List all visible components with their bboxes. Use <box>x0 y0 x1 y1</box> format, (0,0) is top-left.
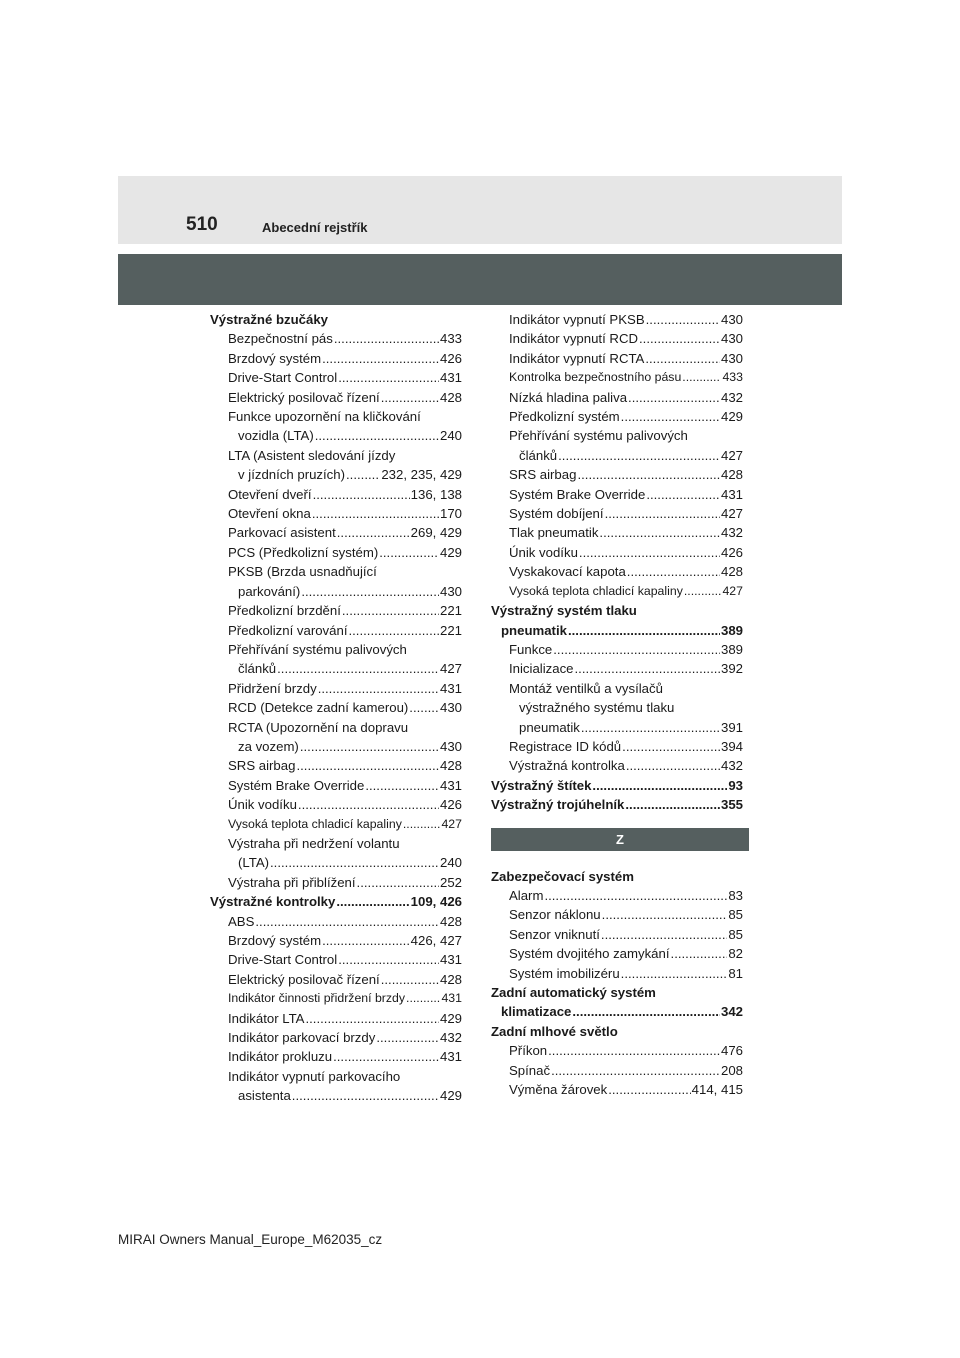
index-entry <box>210 970 462 989</box>
index-main-entry <box>491 1002 743 1021</box>
index-entry <box>491 407 743 426</box>
entry-label: Výstražná kontrolka <box>509 758 625 774</box>
index-entry <box>491 737 743 756</box>
index-entry <box>491 886 743 905</box>
entry-label: Systém dobíjení <box>509 506 604 522</box>
index-heading: Výstražné bzučáky <box>210 312 329 327</box>
entry-label: Vyskakovací kapota <box>509 564 626 580</box>
entry-label: Vysoká teplota chladicí kapaliny <box>509 583 683 598</box>
entry-label: Registrace ID kódů <box>509 738 622 754</box>
entry-page-ref: 269, 429 <box>410 525 462 541</box>
letter-section-header: Z <box>491 828 749 851</box>
entry-page-ref: 394 <box>720 738 743 754</box>
entry-label: asistenta <box>238 1088 291 1104</box>
entry-page-ref: 389 <box>720 641 743 657</box>
index-entry <box>491 1041 743 1060</box>
entry-label: Indikátor prokluzu <box>228 1049 333 1065</box>
entry-label: Výstražný trojúhelník <box>491 797 625 813</box>
dot-leader <box>338 368 439 387</box>
entry-label: Systém dvojitého zamykání <box>509 946 670 962</box>
index-entry <box>210 621 462 640</box>
dot-leader <box>301 582 439 601</box>
dot-leader <box>671 944 728 963</box>
entry-label: Tlak pneumatik <box>509 525 599 541</box>
index-subentry-text: výstražného systému tlaku <box>519 700 675 716</box>
entry-page-ref: 430 <box>439 583 462 599</box>
entry-page-ref: 428 <box>439 971 462 987</box>
index-entry <box>210 737 462 756</box>
entry-page-ref: 430 <box>439 700 462 716</box>
dot-leader <box>579 543 720 562</box>
dot-leader <box>365 776 439 795</box>
entry-label: Indikátor vypnutí PKSB <box>509 312 645 327</box>
entry-label: ABS <box>228 913 255 929</box>
index-subentry-text: RCTA (Upozornění na dopravu <box>228 719 409 735</box>
entry-page-ref: 430 <box>720 350 743 366</box>
entry-page-ref: 82 <box>728 946 743 962</box>
dot-leader <box>333 1047 439 1066</box>
index-entry <box>491 944 743 963</box>
entry-label: Brzdový systém <box>228 933 322 948</box>
entry-page-ref: 342 <box>720 1004 743 1020</box>
entry-page-ref: 427 <box>720 506 743 522</box>
entry-page-ref: 426 <box>720 544 743 560</box>
entry-page-ref: 428 <box>439 913 462 929</box>
entry-page-ref: 389 <box>720 622 743 638</box>
dot-leader <box>568 621 720 640</box>
index-column-right <box>491 310 743 1099</box>
entry-label: Indikátor LTA <box>228 1010 305 1026</box>
index-entry <box>491 1061 743 1080</box>
index-entry <box>491 964 743 983</box>
index-entry <box>491 718 743 737</box>
dot-leader <box>592 776 727 795</box>
dot-leader <box>381 388 439 407</box>
dot-leader <box>300 737 439 756</box>
entry-label: Elektrický posilovač řízení <box>228 389 380 405</box>
index-subentry-text: Indikátor vypnutí parkovacího <box>228 1068 401 1084</box>
entry-page-ref: 431 <box>439 777 462 793</box>
entry-label: Indikátor vypnutí RCTA <box>509 350 645 366</box>
index-subentry-text: Přehřívání systému palivových <box>509 428 688 444</box>
index-entry <box>491 504 743 523</box>
entry-page-ref: 428 <box>720 467 743 483</box>
entry-label: Systém Brake Override <box>509 486 646 502</box>
index-heading: Zadní automatický systém <box>491 985 656 1000</box>
entry-label: Předkolizní brzdění <box>228 603 341 619</box>
dot-leader <box>379 543 439 562</box>
dot-leader <box>336 892 409 911</box>
entry-label: Senzor vniknutí <box>509 926 600 942</box>
index-entry <box>491 349 743 368</box>
dot-leader <box>627 562 720 581</box>
entry-page-ref: 432 <box>439 1030 462 1046</box>
entry-page-ref: 428 <box>439 758 462 774</box>
entry-page-ref: 427 <box>439 661 462 677</box>
entry-label: článků <box>519 447 558 463</box>
index-entry <box>491 310 743 329</box>
dot-leader <box>601 925 727 944</box>
entry-label: pneumatik <box>519 719 580 735</box>
entry-label: RCD (Detekce zadní kamerou) <box>228 700 409 716</box>
entry-label: Indikátor vypnutí RCD <box>509 331 638 347</box>
dot-leader <box>346 465 380 484</box>
entry-label: SRS airbag <box>228 758 296 774</box>
entry-page-ref: 428 <box>439 389 462 405</box>
entry-label: Výměna žárovek <box>509 1082 608 1098</box>
dot-leader <box>628 388 720 407</box>
index-column-left <box>210 310 462 1106</box>
entry-page-ref: 232, 235, 429 <box>381 467 462 483</box>
entry-label: Funkce <box>509 641 553 657</box>
entry-page-ref: 426, 427 <box>410 933 462 948</box>
dot-leader <box>334 329 439 348</box>
entry-label: Drive-Start Control <box>228 952 338 968</box>
entry-label: v jízdních pruzích) <box>238 467 346 483</box>
dot-leader <box>621 964 728 983</box>
dot-leader <box>602 905 728 924</box>
index-entry <box>491 523 743 542</box>
entry-label: Inicializace <box>509 661 574 677</box>
entry-page-ref: 430 <box>439 738 462 754</box>
entry-page-ref: 431 <box>439 1049 462 1065</box>
entry-page-ref: 429 <box>439 1088 462 1104</box>
entry-label: Alarm <box>509 887 544 903</box>
index-entry <box>491 368 743 387</box>
index-entry <box>491 756 743 775</box>
index-entry <box>491 582 743 601</box>
entry-label: Otevření okna <box>228 506 311 522</box>
entry-page-ref: 433 <box>722 370 743 385</box>
entry-page-ref: 427 <box>441 816 462 831</box>
entry-page-ref: 431 <box>439 370 462 386</box>
dot-leader <box>599 523 720 542</box>
entry-page-ref: 392 <box>720 661 743 677</box>
entry-label: Spínač <box>509 1062 551 1078</box>
index-entry <box>491 659 743 678</box>
entry-page-ref: 431 <box>441 991 462 1006</box>
entry-page-ref: 429 <box>439 1010 462 1026</box>
dot-leader <box>305 1009 439 1028</box>
dot-leader <box>312 504 439 523</box>
dot-leader <box>577 465 720 484</box>
entry-label: Parkovací asistent <box>228 525 336 541</box>
entry-page-ref: 432 <box>720 758 743 774</box>
dot-leader <box>645 349 720 368</box>
index-entry <box>210 873 462 892</box>
entry-label: Senzor náklonu <box>509 907 601 923</box>
dot-leader <box>342 601 439 620</box>
entry-label: Drive-Start Control <box>228 370 338 386</box>
dot-leader <box>318 679 439 698</box>
index-subentry-text: Přehřívání systému palivových <box>228 641 407 657</box>
dot-leader <box>403 815 441 834</box>
index-entry <box>210 368 462 387</box>
index-heading: Výstražný systém tlaku <box>491 603 637 619</box>
dot-leader <box>605 504 720 523</box>
dot-leader <box>558 446 720 465</box>
dot-leader <box>313 485 410 504</box>
dot-leader <box>381 970 439 989</box>
index-entry <box>210 1009 462 1028</box>
entry-label: Elektrický posilovač řízení <box>228 971 380 987</box>
entry-label: Únik vodíku <box>509 544 578 560</box>
index-entry <box>210 1028 462 1047</box>
index-main-entry <box>491 621 743 640</box>
entry-label: Výstražný štítek <box>491 777 592 793</box>
index-entry <box>210 426 462 445</box>
dot-leader <box>298 795 439 814</box>
entry-page-ref: 93 <box>728 777 743 793</box>
dot-leader <box>646 485 720 504</box>
dot-leader <box>625 795 720 814</box>
entry-label: Předkolizní varování <box>228 622 348 638</box>
entry-label: Únik vodíku <box>228 797 297 813</box>
entry-label: Brzdový systém <box>228 350 322 366</box>
index-entry <box>210 989 462 1008</box>
entry-page-ref: 431 <box>439 680 462 696</box>
entry-page-ref: 208 <box>720 1062 743 1078</box>
dot-leader <box>581 718 720 737</box>
entry-label: Předkolizní systém <box>509 409 620 425</box>
entry-label: Indikátor parkovací brzdy <box>228 1030 376 1046</box>
index-entry <box>210 349 462 368</box>
index-subentry-text: PKSB (Brzda usnadňující <box>228 564 377 580</box>
index-entry <box>491 905 743 924</box>
entry-label: Výstražné kontrolky <box>210 894 336 910</box>
entry-page-ref: 414, 415 <box>691 1082 743 1098</box>
index-entry <box>210 815 462 834</box>
entry-page-ref: 426 <box>439 350 462 366</box>
page-number: 510 <box>186 214 218 235</box>
entry-label: SRS airbag <box>509 467 577 483</box>
dot-leader <box>626 756 720 775</box>
index-entry <box>210 950 462 969</box>
index-entry <box>210 795 462 814</box>
index-entry <box>210 388 462 407</box>
dot-leader <box>544 886 727 905</box>
entry-label: PCS (Předkolizní systém) <box>228 544 379 560</box>
header-dark-band <box>118 254 842 305</box>
entry-label: Příkon <box>509 1043 548 1059</box>
entry-page-ref: 428 <box>720 564 743 580</box>
dot-leader <box>348 621 439 640</box>
entry-page-ref: 252 <box>439 874 462 890</box>
index-main-entry <box>210 892 462 911</box>
dot-leader <box>338 950 439 969</box>
entry-label: parkování) <box>238 583 301 599</box>
dot-leader <box>575 659 720 678</box>
entry-page-ref: 391 <box>720 719 743 735</box>
entry-label: Výstraha při přiblížení <box>228 874 356 890</box>
entry-label: pneumatik <box>501 622 567 638</box>
entry-label: Vysoká teplota chladicí kapaliny <box>228 816 402 831</box>
entry-page-ref: 432 <box>720 525 743 541</box>
index-subentry-text: Funkce upozornění na kličkování <box>228 409 421 425</box>
index-entry <box>210 853 462 872</box>
entry-label: Bezpečnostní pás <box>228 331 333 347</box>
dot-leader <box>255 912 439 931</box>
entry-page-ref: 430 <box>720 331 743 347</box>
index-entry <box>210 679 462 698</box>
entry-page-ref: 109, 426 <box>410 894 462 910</box>
entry-page-ref: 83 <box>728 887 743 903</box>
index-entry <box>491 485 743 504</box>
entry-page-ref: 476 <box>720 1043 743 1059</box>
dot-leader <box>548 1041 720 1060</box>
entry-label: Kontrolka bezpečnostního pásu <box>509 370 682 385</box>
index-entry <box>210 523 462 542</box>
entry-page-ref: 85 <box>728 907 743 923</box>
index-subentry-text: Montáž ventilků a vysílačů <box>509 680 663 696</box>
entry-page-ref: 221 <box>439 603 462 619</box>
entry-page-ref: 431 <box>720 486 743 502</box>
index-entry <box>210 1047 462 1066</box>
index-entry <box>210 756 462 775</box>
entry-page-ref: 429 <box>720 409 743 425</box>
dot-leader <box>639 329 720 348</box>
entry-page-ref: 355 <box>720 797 743 813</box>
dot-leader <box>315 426 439 445</box>
index-entry <box>210 504 462 523</box>
index-entry <box>210 465 462 484</box>
entry-label: (LTA) <box>238 855 270 871</box>
index-entry <box>491 446 743 465</box>
dot-leader <box>322 349 439 368</box>
dot-leader <box>409 698 439 717</box>
entry-label: klimatizace <box>501 1004 572 1020</box>
entry-label: Nízká hladina paliva <box>509 389 628 405</box>
entry-page-ref: 426 <box>439 797 462 813</box>
index-entry <box>210 931 462 950</box>
index-entry <box>210 698 462 717</box>
index-entry <box>210 543 462 562</box>
index-heading: Zabezpečovací systém <box>491 868 634 884</box>
entry-page-ref: 429 <box>439 544 462 560</box>
index-entry <box>491 329 743 348</box>
index-entry <box>210 582 462 601</box>
header-band <box>118 176 842 244</box>
index-entry <box>210 776 462 795</box>
index-entry <box>210 485 462 504</box>
dot-leader <box>682 368 721 387</box>
dot-leader <box>608 1080 690 1099</box>
entry-page-ref: 81 <box>728 965 743 981</box>
entry-page-ref: 427 <box>720 447 743 463</box>
entry-label: článků <box>238 661 277 677</box>
entry-page-ref: 432 <box>720 389 743 405</box>
dot-leader <box>292 1086 439 1105</box>
index-entry <box>210 912 462 931</box>
index-entry <box>210 601 462 620</box>
dot-leader <box>322 931 410 950</box>
index-subentry-text: LTA (Asistent sledování jízdy <box>228 447 396 463</box>
dot-leader <box>406 989 440 1008</box>
entry-label: za vozem) <box>238 738 299 754</box>
dot-leader <box>296 756 439 775</box>
dot-leader <box>646 310 720 329</box>
entry-label: vozidla (LTA) <box>238 428 314 444</box>
entry-page-ref: 85 <box>728 926 743 942</box>
index-entry <box>491 925 743 944</box>
dot-leader <box>337 523 410 542</box>
index-entry <box>491 543 743 562</box>
entry-page-ref: 221 <box>439 622 462 638</box>
entry-page-ref: 240 <box>439 428 462 444</box>
footer-text: MIRAI Owners Manual_Europe_M62035_cz <box>118 1232 383 1247</box>
index-main-entry <box>491 776 743 795</box>
dot-leader <box>270 853 439 872</box>
index-heading: Zadní mlhové světlo <box>491 1023 618 1039</box>
dot-leader <box>572 1002 720 1021</box>
index-main-entry <box>491 795 743 814</box>
entry-page-ref: 240 <box>439 855 462 871</box>
entry-label: Systém imobilizéru <box>509 965 620 981</box>
section-title: Abecední rejstřík <box>262 220 368 235</box>
index-entry <box>491 562 743 581</box>
entry-label: Otevření dveří <box>228 486 312 502</box>
entry-page-ref: 136, 138 <box>410 486 462 502</box>
index-entry <box>491 640 743 659</box>
dot-leader <box>622 737 720 756</box>
index-entry <box>491 388 743 407</box>
entry-page-ref: 427 <box>722 583 743 598</box>
entry-page-ref: 170 <box>439 506 462 522</box>
dot-leader <box>357 873 439 892</box>
dot-leader <box>376 1028 439 1047</box>
index-entry <box>210 1086 462 1105</box>
index-entry <box>491 1080 743 1099</box>
dot-leader <box>553 640 720 659</box>
dot-leader <box>621 407 720 426</box>
dot-leader <box>277 659 439 678</box>
entry-label: Systém Brake Override <box>228 777 365 793</box>
entry-page-ref: 430 <box>720 312 743 327</box>
entry-label: Přidržení brzdy <box>228 680 317 696</box>
entry-label: Indikátor činnosti přidržení brzdy <box>228 991 406 1006</box>
dot-leader <box>684 582 722 601</box>
index-entry <box>210 329 462 348</box>
index-subentry-text: Výstraha při nedržení volantu <box>228 835 400 851</box>
entry-page-ref: 433 <box>439 331 462 347</box>
index-entry <box>210 659 462 678</box>
dot-leader <box>551 1061 720 1080</box>
index-entry <box>491 465 743 484</box>
entry-page-ref: 431 <box>439 952 462 968</box>
